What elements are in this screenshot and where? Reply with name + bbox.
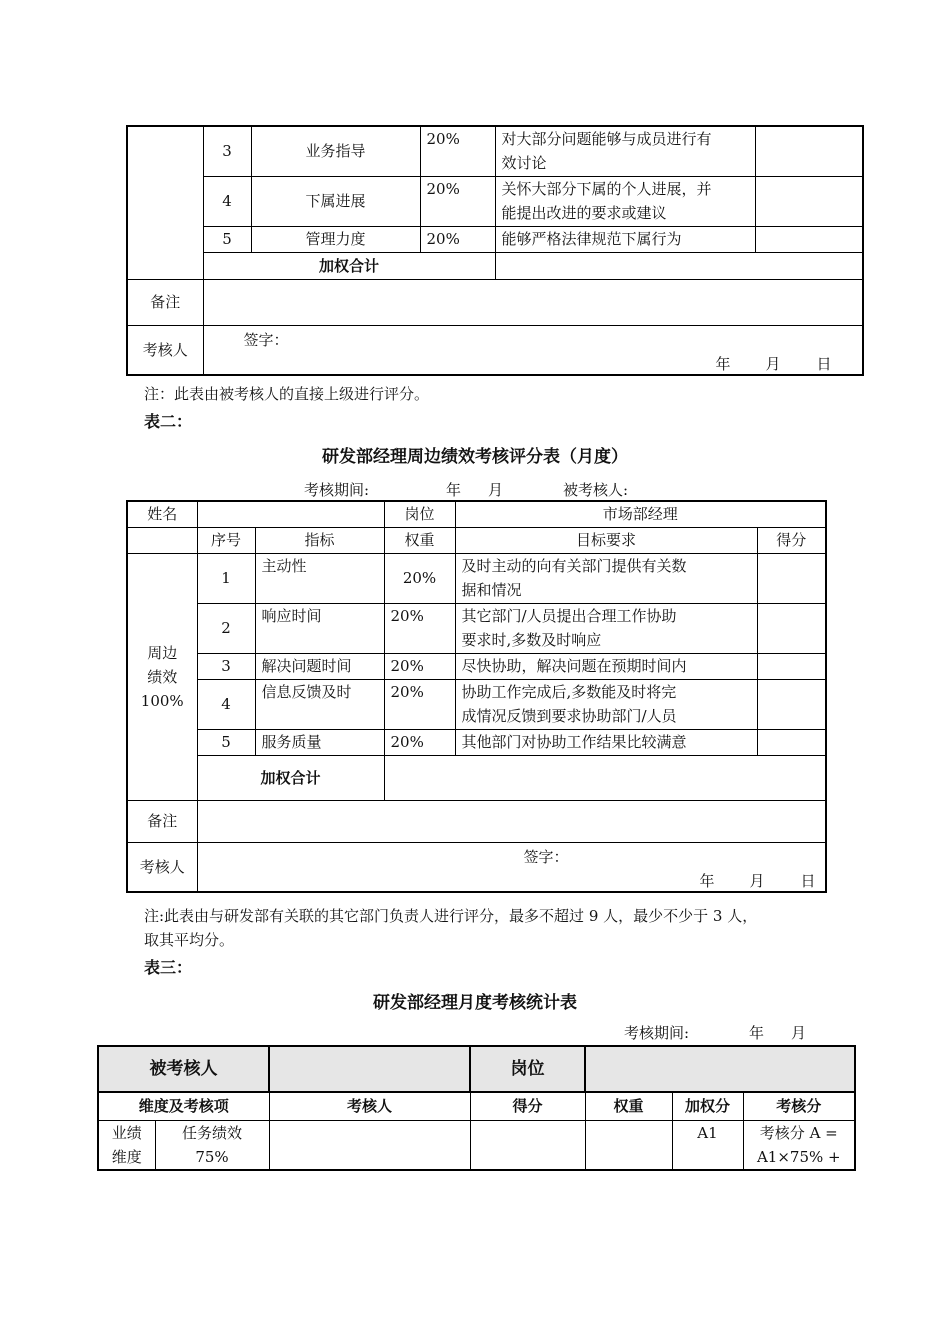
row-score [757, 653, 826, 679]
table-3-title: 研发部经理月度考核统计表 [373, 993, 577, 1013]
row-indicator: 服务质量 [255, 729, 384, 755]
row-final: 考核分 A = A1×75% + [743, 1120, 855, 1170]
col-no: 序号 [197, 527, 255, 553]
date-year: 年 [715, 354, 731, 373]
row-weight: 20% [384, 653, 455, 679]
col-final: 考核分 [743, 1092, 855, 1120]
row-weight: 20% [384, 729, 455, 755]
row-no: 4 [197, 679, 255, 729]
position-value [585, 1046, 855, 1092]
row-target: 尽快协助，解决问题在预期时间内 [455, 653, 757, 679]
date-month: 月 [749, 871, 765, 890]
col-score: 得分 [757, 527, 826, 553]
row-target: 能够严格法律规范下属行为 [495, 226, 755, 252]
row-weight: 20% [420, 126, 495, 176]
name-label: 姓名 [127, 501, 197, 527]
row-no: 3 [197, 653, 255, 679]
table-row [98, 1120, 855, 1170]
row-weight: 20% [420, 176, 495, 226]
row-item: 任务绩效 75% [155, 1120, 269, 1170]
row-score [757, 729, 826, 755]
remark-row [127, 279, 863, 325]
assessor-label: 考核人 [127, 325, 203, 375]
info-row [127, 501, 826, 527]
weighted-total-value [384, 755, 826, 800]
position-value: 市场部经理 [455, 501, 826, 527]
row-score [470, 1120, 585, 1170]
remark-value [203, 279, 863, 325]
position-label: 岗位 [470, 1046, 585, 1092]
col-weighted: 加权分 [672, 1092, 743, 1120]
col-score: 得分 [470, 1092, 585, 1120]
category-cell: 周边 绩效 100% [127, 553, 197, 800]
remark-value [197, 800, 826, 842]
note-1: 注：此表由被考核人的直接上级进行评分。 [144, 385, 430, 403]
signature-cell [197, 842, 826, 892]
row-score [755, 226, 863, 252]
signature-cell [203, 325, 863, 375]
table-row [127, 176, 863, 226]
row-target: 其它部门/人员提出合理工作协助 要求时,多数及时响应 [455, 603, 757, 653]
remark-label: 备注 [127, 800, 197, 842]
category-cell [127, 126, 203, 279]
assessee-label: 被考核人 [98, 1046, 269, 1092]
period-label: 考核期间: [624, 1024, 690, 1042]
row-target: 对大部分问题能够与成员进行有 效讨论 [495, 126, 755, 176]
sign-label: 签字： [243, 330, 289, 349]
table-row [127, 553, 826, 603]
header-empty [127, 527, 197, 553]
weighted-total-label: 加权合计 [203, 252, 495, 279]
row-indicator: 主动性 [255, 553, 384, 603]
row-no: 2 [197, 603, 255, 653]
row-indicator: 信息反馈及时 [255, 679, 384, 729]
row-indicator: 业务指导 [251, 126, 420, 176]
period-label: 考核期间: [304, 481, 370, 499]
heading-table-3: 表三： [144, 958, 193, 977]
table-3 [97, 1045, 856, 1171]
assessee-value [269, 1046, 470, 1092]
col-target: 目标要求 [455, 527, 757, 553]
table-2-title: 研发部经理周边绩效考核评分表（月度） [322, 447, 628, 467]
name-value [197, 501, 384, 527]
weighted-total-label: 加权合计 [197, 755, 384, 800]
table-row [127, 679, 826, 729]
row-weight [585, 1120, 672, 1170]
date-day: 日 [816, 354, 832, 373]
date-month: 月 [765, 354, 781, 373]
row-indicator: 下属进展 [251, 176, 420, 226]
col-weight: 权重 [585, 1092, 672, 1120]
period-year: 年 [749, 1024, 765, 1042]
row-dimension: 业绩 维度 [98, 1120, 155, 1170]
row-indicator: 管理力度 [251, 226, 420, 252]
assessor-label: 考核人 [127, 842, 197, 892]
date-day: 日 [800, 871, 816, 890]
row-no: 1 [197, 553, 255, 603]
assessor-row [127, 842, 826, 892]
assessee-label: 被考核人: [563, 481, 629, 499]
row-target: 及时主动的向有关部门提供有关数 据和情况 [455, 553, 757, 603]
heading-table-2: 表二： [144, 412, 193, 431]
header-row [98, 1092, 855, 1120]
remark-row [127, 800, 826, 842]
col-indicator: 指标 [255, 527, 384, 553]
row-score [757, 679, 826, 729]
weighted-total-row [127, 252, 863, 279]
weighted-total-row [127, 755, 826, 800]
row-no: 4 [203, 176, 251, 226]
row-indicator: 响应时间 [255, 603, 384, 653]
row-no: 5 [203, 226, 251, 252]
date-year: 年 [699, 871, 715, 890]
position-label: 岗位 [384, 501, 455, 527]
table-row [127, 729, 826, 755]
remark-label: 备注 [127, 279, 203, 325]
period-month: 月 [488, 481, 504, 499]
row-weighted: A1 [672, 1120, 743, 1170]
row-score [755, 126, 863, 176]
row-target: 关怀大部分下属的个人进展，并 能提出改进的要求或建议 [495, 176, 755, 226]
table-row [127, 653, 826, 679]
row-weight: 20% [420, 226, 495, 252]
period-month: 月 [791, 1024, 807, 1042]
sign-label: 签字： [523, 847, 569, 866]
table-2 [126, 500, 827, 893]
header-row [127, 527, 826, 553]
row-score [757, 553, 826, 603]
weighted-total-value [495, 252, 863, 279]
row-target: 协助工作完成后,多数能及时将完 成情况反馈到要求协助部门/人员 [455, 679, 757, 729]
note-2-line-2: 取其平均分。 [144, 931, 235, 949]
row-indicator: 解决问题时间 [255, 653, 384, 679]
row-weight: 20% [384, 679, 455, 729]
row-assessor [269, 1120, 470, 1170]
table-row [127, 226, 863, 252]
row-no: 3 [203, 126, 251, 176]
row-weight: 20% [384, 603, 455, 653]
table-1 [126, 125, 864, 376]
assessor-row [127, 325, 863, 375]
col-dimension: 维度及考核项 [98, 1092, 269, 1120]
period-year: 年 [446, 481, 462, 499]
table-row [127, 603, 826, 653]
col-weight: 权重 [384, 527, 455, 553]
note-2-line-1: 注:此表由与研发部有关联的其它部门负责人进行评分，最多不超过 9 人，最少不少于 3 人， [144, 907, 758, 925]
row-no: 5 [197, 729, 255, 755]
col-assessor: 考核人 [269, 1092, 470, 1120]
row-weight: 20% [384, 553, 455, 603]
row-score [755, 176, 863, 226]
row-target: 其他部门对协助工作结果比较满意 [455, 729, 757, 755]
row-score [757, 603, 826, 653]
info-row [98, 1046, 855, 1092]
table-row [127, 126, 863, 176]
